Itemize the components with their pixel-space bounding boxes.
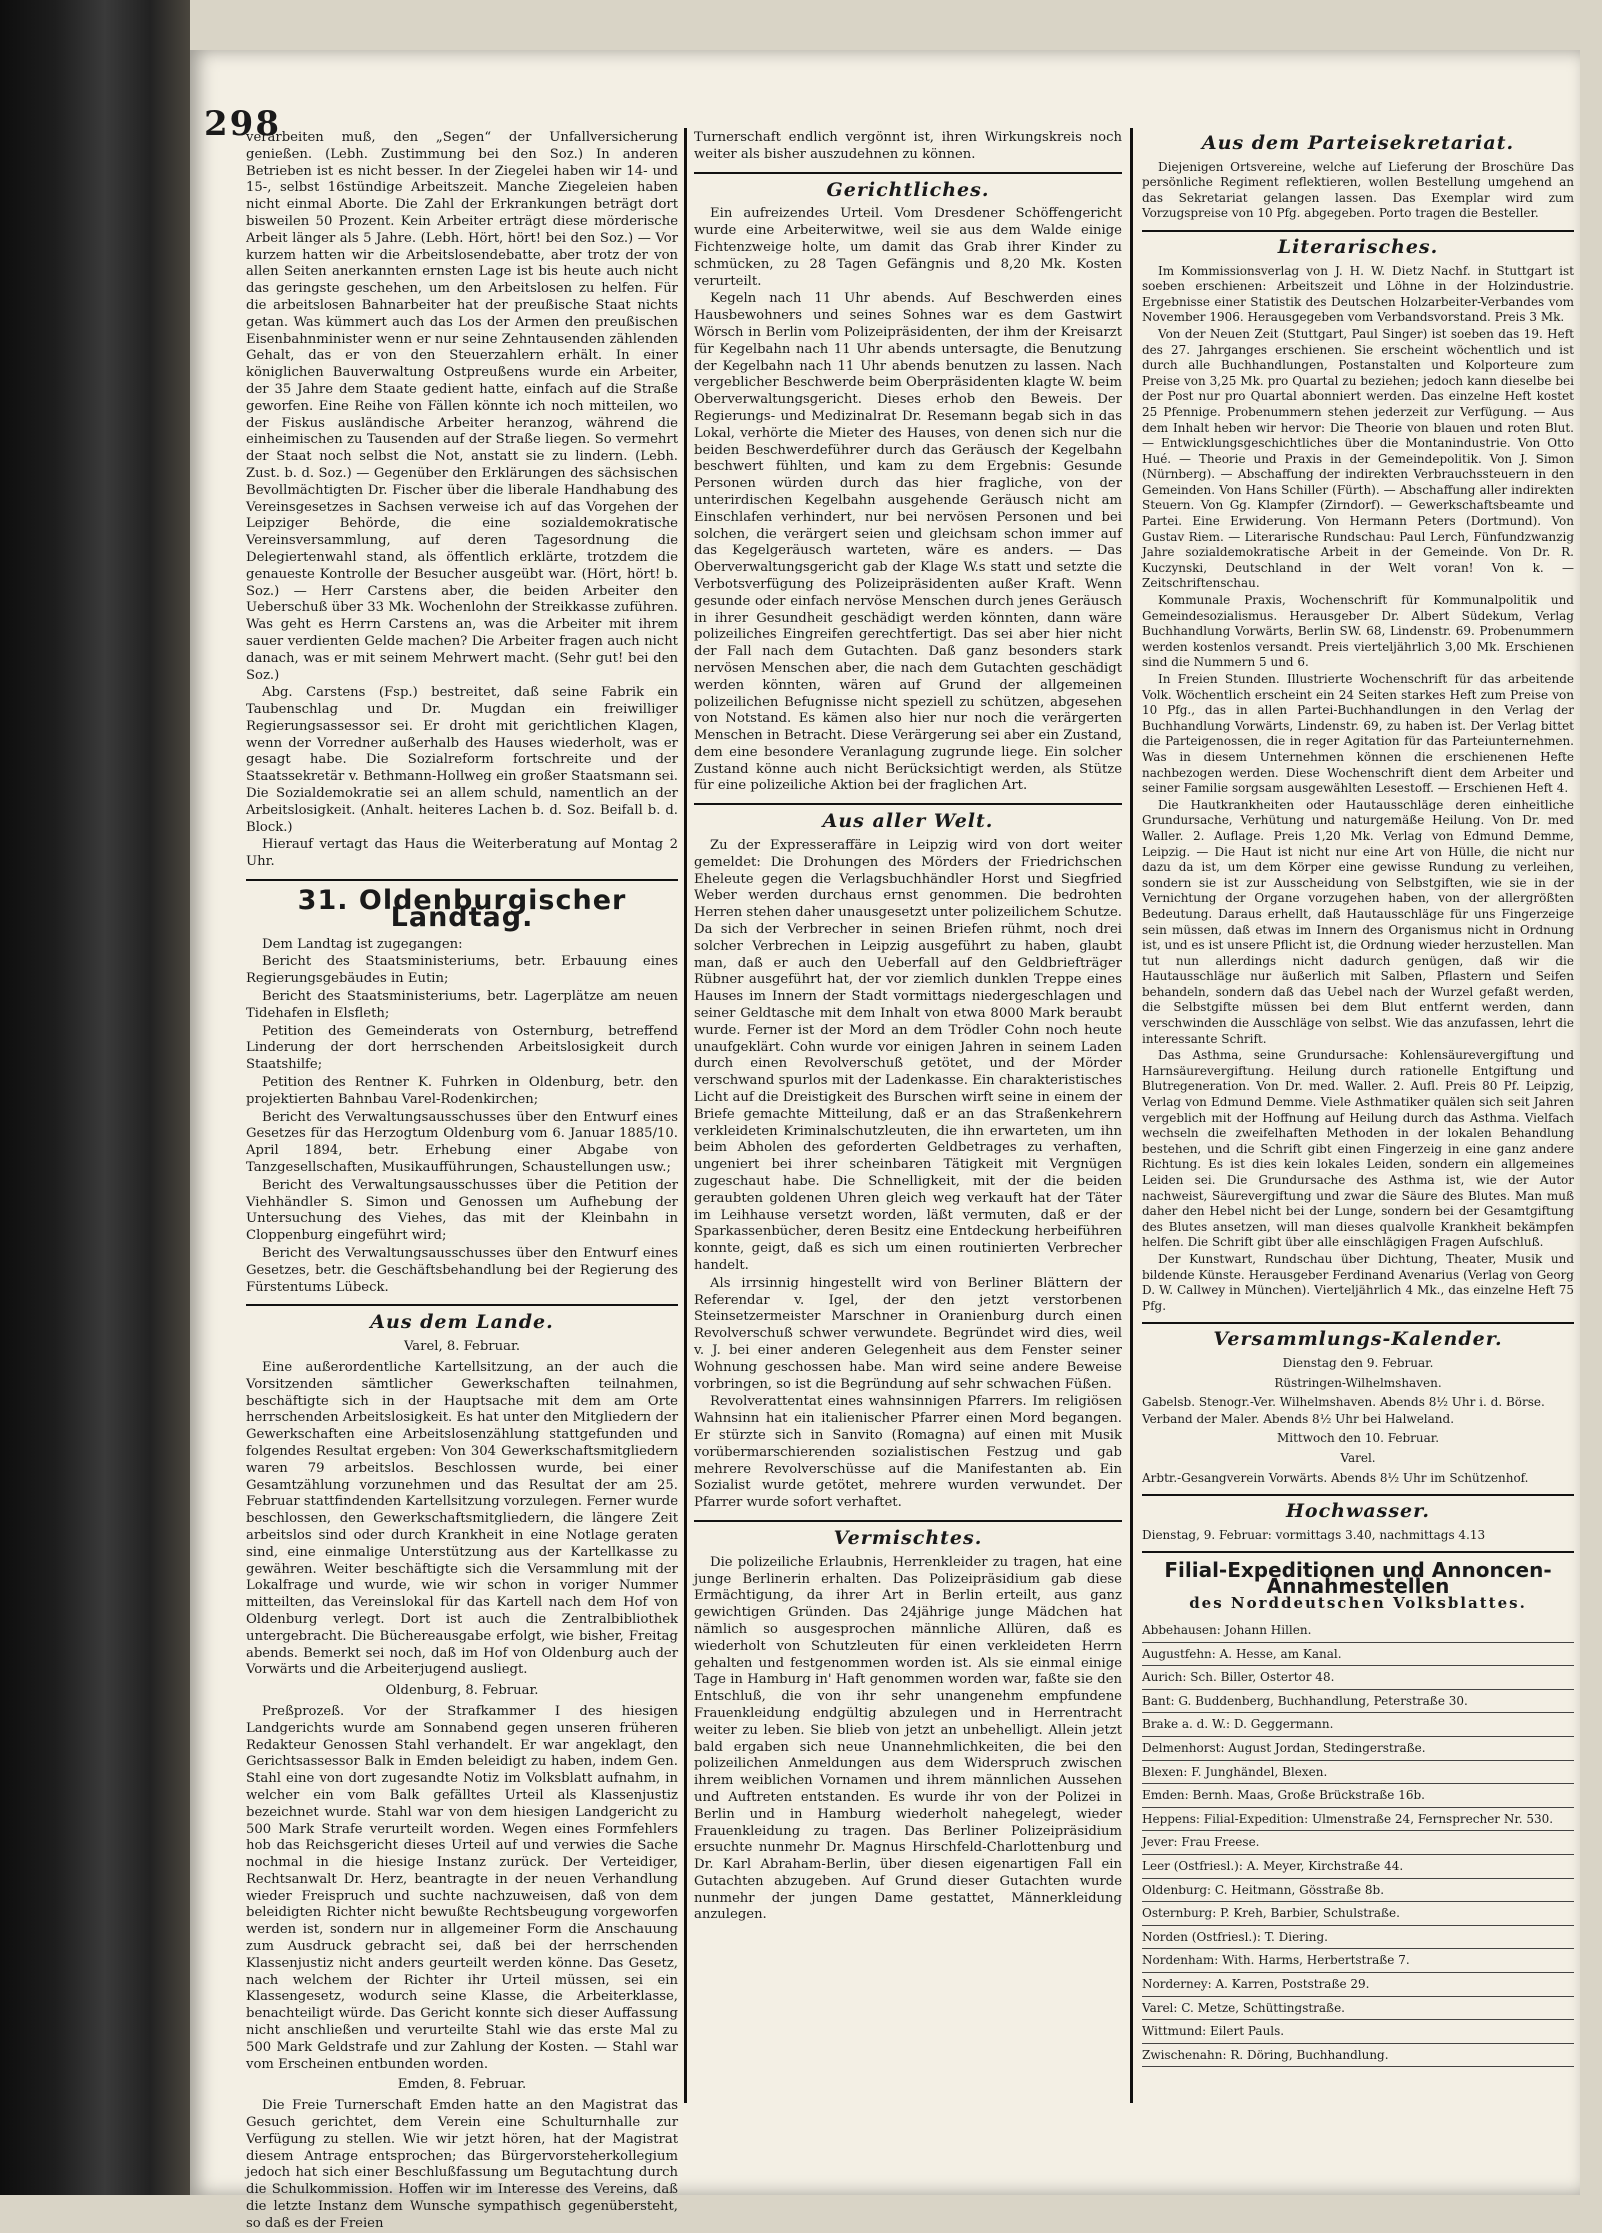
section-title-vermischtes: Vermischtes. bbox=[833, 1526, 983, 1549]
section-title-hochwasser: Hochwasser. bbox=[1285, 1500, 1431, 1523]
calendar-place: Rüstringen-Wilhelmshaven. bbox=[1274, 1375, 1442, 1390]
article-paragraph: Der Kunstwart, Rundschau über Dichtung, Theater, Musik und bildende Künste. Herausgeber Ferdinand Avenarius (Verlag von Georg D. W. Callwey in München). Vierteljährlich 4 Mk., das einzelne Heft 75 Pfg. bbox=[1142, 1251, 1574, 1313]
filial-list-item: Norden (Ostfriesl.): T. Diering. bbox=[1142, 1927, 1574, 1950]
newspaper-page bbox=[190, 50, 1580, 2231]
list-item: Bericht des Staatsministeriums, betr. Lagerplätze am neuen Tidehafen in Elsfleth; bbox=[246, 989, 678, 1021]
article-paragraph: Abg. Carstens (Fsp.) bestreitet, daß seine Fabrik ein Taubenschlag und Dr. Mugdan ein freiwilliger Regierungsassessor sei. Er droht mit gerichtlichen Klagen, wenn der Vorredner außerhalb des Hauses wiederholt, was er gesagt habe. Die Sozialreform fortschreite und der Staatssekretär v. Bethmann-Hollweg ein großer Staatsmann sei. Die Sozialdemokratie sei an allem schuld, namentlich an der Arbeitslosigkeit. (Anhalt. heiteres Lachen b. d. Soz. Beifall b. d. Block.) bbox=[246, 685, 678, 835]
filial-list-item: Heppens: Filial-Expedition: Ulmenstraße 24, Fernsprecher Nr. 530. bbox=[1142, 1809, 1574, 1832]
column-2 bbox=[694, 130, 1122, 2140]
filial-list-item: Norderney: A. Karren, Poststraße 29. bbox=[1142, 1974, 1574, 1997]
list-item: Petition des Gemeinderats von Osternburg, betreffend Linderung der dort herrschenden Arbeitslosigkeit durch Staatshilfe; bbox=[246, 1023, 678, 1073]
dateline: Oldenburg, 8. Februar. bbox=[385, 1683, 539, 1699]
article-paragraph: Das Asthma, seine Grundursache: Kohlensäurevergiftung und Harnsäurevergiftung. Heilung durch rationelle Entgiftung und Blutregeneration. Von Dr. med. Waller. 2. Aufl. Preis 80 Pf. Leipzig, Verlag von Edmund Demme. Viele Asthmatiker quälen sich seit Jahren vergeblich mit der Hoffnung auf Heilung durch das Asthma. Vielfach wechseln die zweifelhaften Methoden in der lokalen Behandlung bestehen, und die Schrift gibt einen Fingerzeig in eine ganz andere Richtung. Es ist dies kein lokales Leiden, sondern ein allgemeines Leiden sei. Die Grundursache des Asthma ist, wie der Autor nachweist, Säurevergiftung und zwar die Säure des Blutes. Man muß daher den Hebel nicht bei der Lunge, sondern bei der Gesamtgiftung des Blutes ansetzen, will man dieses qualvolle Krankheit bekämpfen helfen. Die Schrift gibt über alle einschlägigen Fragen Aufschluß. bbox=[1142, 1048, 1574, 1250]
column-rule bbox=[1130, 128, 1133, 2103]
calendar-entry: Gabelsb. Stenogr.-Ver. Wilhelmshaven. Abends 8½ Uhr i. d. Börse. bbox=[1142, 1395, 1545, 1410]
article-paragraph: Kommunale Praxis, Wochenschrift für Kommunalpolitik und Gemeindesozialismus. Herausgeber Dr. Albert Südekum, Verlag Buchhandlung Vorwärts, Berlin SW. 68, Lindenstr. 69. Probenummern werden kostenlos versandt. Preis vierteljährlich 3,00 Mk. Erschienen sind die Nummern 5 und 6. bbox=[1142, 593, 1574, 670]
filial-list-item: Wittmund: Eilert Pauls. bbox=[1142, 2021, 1574, 2044]
filial-list-item: Varel: C. Metze, Schüttingstraße. bbox=[1142, 1998, 1574, 2021]
article-paragraph: In Freien Stunden. Illustrierte Wochenschrift für das arbeitende Volk. Wöchentlich erscheint ein 24 Seiten starkes Heft zum Preise von 10 Pfg., das in allen Partei-Buchhandlungen in den Verlag der Buchhandlung Vorwärts, Lindenstr. 69, zu haben ist. Der Verlag bittet die Parteigenossen, die in reger Agitation für das Parteiunternehmen. Was in diesem Unternehmen können die erschienenen Hefte nachbezogen werden. Diese Wochenschrift dient dem Arbeiter und seiner Familie sorgsam ausgewählten Lesestoff. — Erschienen Heft 4. bbox=[1142, 672, 1574, 796]
filial-list-item: Blexen: F. Junghändel, Blexen. bbox=[1142, 1762, 1574, 1785]
section-divider bbox=[1142, 1494, 1574, 1496]
filial-list-item: Leer (Ostfriesl.): A. Meyer, Kirchstraße 44. bbox=[1142, 1856, 1574, 1879]
article-paragraph: Eine außerordentliche Kartellsitzung, an der auch die Vorsitzenden sämtlicher Gewerkschaften teilnahmen, beschäftigte sich in der Hauptsache mit dem am Orte herrschenden Arbeitslosigkeit. Es hat unter den Mitgliedern der Gewerkschaften eine Arbeitslosenzählung stattgefunden und folgendes Resultat ergeben: Von 304 Gewerkschaftsmitgliedern waren 79 arbeitslos. Beschlossen wurde, bei einer Gesamtzählung vorzunehmen und das Resultat der am 25. Februar stattfindenden Kartellsitzung vorzulegen. Ferner wurde beschlossen, den Gewerkschaftsmitgliedern, die längere Zeit arbeitslos sind oder durch Krankheit in eine Notlage geraten sind, eine einmalige Unterstützung aus der Kartellkasse zu gewähren. Weiter beschäftigte sich die Versammlung mit der Lokalfrage und wurde, wie wir schon in voriger Nummer mitteilten, das Vereinslokal für das Kartell nach dem Hof von Oldenburg verlegt. Dort ist auch die Zentralbibliothek untergebracht. Die Büchereausgabe erfolgt, wie bisher, Freitag abends. Bemerkt sei noch, daß im Hof von Oldenburg auch der Vorwärts und die Arbeiterjugend ausliegt. bbox=[246, 1359, 678, 1678]
filial-list-item: Jever: Frau Freese. bbox=[1142, 1832, 1574, 1855]
article-paragraph: Ein aufreizendes Urteil. Vom Dresdener Schöffengericht wurde eine Arbeiterwitwe, weil sie aus dem Walde einige Fichtenzweige holte, um damit das Grab ihrer Kinder zu schmücken, zu 28 Tagen Gefängnis und 8,20 Mk. Kosten verurteilt. bbox=[694, 206, 1122, 289]
filial-list-item: Osternburg: P. Kreh, Barbier, Schulstraße. bbox=[1142, 1903, 1574, 1926]
article-paragraph: Als irrsinnig hingestellt wird von Berliner Blättern der Referendar v. Igel, der den jetzt verstorbenen Steinsetzermeister Marschner in Oranienburg durch einen Revolverschuß schwer verwundete. Begründet wird dies, weil v. J. bei einer anderen Gelegenheit aus dem Fenster seiner Wohnung geschossen habe. Man wird seine andere Beweise vorbringen, so ist die Begründung auf sehr schwachen Füßen. bbox=[694, 1275, 1122, 1392]
list-item: Dem Landtag ist zugegangen: bbox=[262, 936, 463, 952]
section-divider bbox=[246, 879, 678, 881]
section-divider bbox=[1142, 1551, 1574, 1553]
section-divider bbox=[694, 172, 1122, 174]
section-title-gericht: Gerichtliches. bbox=[826, 178, 990, 201]
column-1 bbox=[246, 130, 678, 2231]
dateline: Emden, 8. Februar. bbox=[397, 2077, 527, 2093]
calendar-entry: Arbtr.-Gesangverein Vorwärts. Abends 8½ Uhr im Schützenhof. bbox=[1142, 1470, 1529, 1485]
section-divider bbox=[1142, 1322, 1574, 1324]
article-paragraph: Die Hautkrankheiten oder Hautausschläge deren einheitliche Grundursache, Verhütung und naturgemäße Heilung. Von Dr. med Waller. 2. Auflage. Preis 1,20 Mk. Verlag von Edmund Demme, Leipzig. — Die Haut ist nicht nur eine Art von Hülle, die nicht nur dazu da ist, um dem Körper eine gewisse Rundung zu verleihen, sondern sie ist zur Ausscheidung von Selbstgiften, wie sie in der Vernichtung der Organe vorzugehen haben, von der allergrößten Bedeutung. Daraus erhellt, daß Hautausschläge für uns Fingerzeige sein müssen, daß etwas im Innern des Organismus nicht in Ordnung ist, und es ist unsere Pflicht ist, die Ordnung wieder herzustellen. Man tut nun allerdings nicht dadurch genügen, daß wir die Hautausschläge nur äußerlich mit Salben, Pflastern und Seifen behandeln, sondern daß das Uebel nach der Wurzel gefaßt werden, die Selbstgifte müssen bei dem Blut entfernt werden, dann verschwinden die Ausschläge von selbst. Wie das anzufassen, lehrt die interessante Schrift. bbox=[1142, 797, 1574, 1046]
list-item: Bericht des Staatsministeriums, betr. Erbauung eines Regierungsgebäudes in Eutin; bbox=[246, 954, 678, 987]
article-continuation: Turnerschaft endlich vergönnt ist, ihren Wirkungskreis noch weiter als bisher auszudehnen zu können. bbox=[694, 130, 1122, 162]
filial-list-item: Brake a. d. W.: D. Geggermann. bbox=[1142, 1714, 1574, 1737]
article-paragraph: Die Freie Turnerschaft Emden hatte an den Magistrat das Gesuch gerichtet, dem Verein eine Schulturnhalle zur Verfügung zu stellen. Wie wir jetzt hören, hat der Magistrat diesem Antrage entsprochen; das Bürgervorsteherkollegium jedoch hat sich einer Beschlußfassung um Begutachtung durch die Schulkommission. Hoffen wir im Interesse des Vereins, daß die letzte Instanz dem Wunsche sympathisch gegenübersteht, so daß es der Freien bbox=[246, 2098, 678, 2231]
calendar-entry: Verband der Maler. Abends 8½ Uhr bei Halweland. bbox=[1142, 1411, 1455, 1426]
section-divider bbox=[1142, 230, 1574, 232]
filial-subtitle: des Norddeutschen Volksblattes. bbox=[1189, 1594, 1527, 1613]
filial-title: Filial-Expeditionen und Annoncen-Annahmestellen bbox=[1164, 1558, 1552, 1598]
article-paragraph: Preßprozeß. Vor der Strafkammer I des hiesigen Landgerichts wurde am Sonnabend gegen unseren früheren Redakteur Genossen Stahl verhandelt. Er war angeklagt, den Gerichtsassessor Balk in Emden beleidigt zu haben, indem Gen. Stahl eine von dort zugesandte Notiz im Volksblatt aufnahm, in welcher ein vom Balk gefälltes Urteil als Klassenjustiz bezeichnet wurde. Stahl war von dem hiesigen Landgericht zu 500 Mark Strafe verurteilt worden. Wegen eines Formfehlers hob das Reichsgericht dieses Urteil auf und verwies die Sache nochmal in die hiesige Instanz zurück. Der Verteidiger, Rechtsanwalt Dr. Herz, beantragte in der neuen Verhandlung wieder Freispruch und suchte nachzuweisen, daß von dem beleidigten Richter nicht bewußte Rechtsbeugung vorgeworfen werden ist, sondern nur in allgemeiner Form die Anschauung zum Ausdruck gebracht sei, daß bei der herrschenden Klassenjustiz nicht anders geurteilt werden könne. Das Gesetz, nach welchem der Richter ihr Urteil müssen, sei ein Klassengesetz, wodurch seine Klasse, die Arbeiterklasse, benachteiligt würde. Das Gericht konnte sich dieser Auffassung nicht anschließen und verurteilte Stahl wie das erste Mal zu 500 Mark Geldstrafe und zur Zahlung der Kosten. — Stahl war vom Erscheinen entbunden worden. bbox=[246, 1703, 678, 2072]
filial-list-item: Emden: Bernh. Maas, Große Brückstraße 16b. bbox=[1142, 1785, 1574, 1808]
filial-list-item: Augustfehn: A. Hesse, am Kanal. bbox=[1142, 1644, 1574, 1667]
section-title-welt: Aus aller Welt. bbox=[822, 810, 994, 833]
section-title-parteisekretariat: Aus dem Parteisekretariat. bbox=[1201, 132, 1515, 154]
filial-list-item: Aurich: Sch. Biller, Ostertor 48. bbox=[1142, 1667, 1574, 1690]
filial-list-item: Bant: G. Buddenberg, Buchhandlung, Peterstraße 30. bbox=[1142, 1691, 1574, 1714]
filial-list-item: Nordenham: With. Harms, Herbertstraße 7. bbox=[1142, 1950, 1574, 1973]
section-title-literarisches: Literarisches. bbox=[1277, 235, 1439, 258]
book-binding-edge bbox=[0, 0, 190, 2195]
list-item: Bericht des Verwaltungsausschusses über den Entwurf eines Gesetzes für das Herzogtum Oldenburg vom 6. Januar 1885/10. April 1894, betr. Erhebung einer Abgabe von Tanzgesellschaften, Musikaufführungen, Schaustellungen usw.; bbox=[246, 1109, 678, 1176]
calendar-date: Mittwoch den 10. Februar. bbox=[1276, 1431, 1440, 1446]
article-continuation: verarbeiten muß, den „Segen“ der Unfallversicherung genießen. (Lebh. Zustimmung bei den Soz.) In anderen Betrieben ist es nicht besser. In der Ziegelei haben wir 14- und 15-, selbst 16stündige Arbeitszeit. Manche Ziegeleien haben nicht einmal Aborte. Die Zahl der Erkrankungen beträgt dort bisweilen 50 Prozent. Kein Arbeiter erträgt diese mörderische Arbeit länger als 5 Jahre. (Lebh. Hört, hört! bei den Soz.) — Vor kurzem hatten wir die Arbeitslosendebatte, aber trotz der von allen Seiten anerkannten ernsten Lage ist bis heute auch nicht das geringste geschehen, um den Arbeitslosen zu helfen. Für die arbeitslosen Bahnarbeiter hat der preußische Staat nichts getan. Was kümmert auch das Los der Armen den preußischen Eisenbahnminister wenn er nur seine Zehntausenden zählenden Gehalt, das er von den Steuerzahlern erhält. In einer königlichen Bauverwaltung Ostpreußens wurde ein Arbeiter, der 35 Jahre dem Staate gedient hatte, einfach auf die Straße geworfen. Eine Reihe von Fällen könnte ich noch mitteilen, wo der Fiskus ausländische Arbeiter heranzog, während die einheimischen zu Tausenden auf der Straße liegen. So vermehrt der Staat noch selbst die Not, anstatt sie zu lindern. (Lebh. Zust. b. d. Soz.) — Gegenüber den Erklärungen des sächsischen Bevollmächtigten Dr. Fischer über die liberale Handhabung des Vereinsgesetzes in Sachsen verweise ich auf das Vorgehen der Leipziger Behörde, die eine sozialdemokratische Vereinsversammlung, auf deren Tagesordnung die Delegiertenwahl stand, als öffentlich erklärte, trotzdem die genaueste Kontrolle der Besucher ausgeübt war. (Hört, hört! b. Soz.) — Herr Carstens aber, die beiden Arbeiter den Ueberschuß über 33 Mk. Wochenlohn der Streikkasse zuführen. Was geht es Herrn Carstens an, was die Arbeiter mit ihrem sauer verdienten Gelde machen? Die Arbeiter fragen auch nicht danach, was er mit seinem Mehrwert macht. (Sehr gut! bei den Soz.) bbox=[246, 130, 678, 683]
article-paragraph: Zu der Expresseraffäre in Leipzig wird von dort weiter gemeldet: Die Drohungen des Mörders der Friedrichschen Eheleute gegen die Verlagsbuchhändler Horst und Siegfried Weber werden durchaus ernst genommen. Die bedrohten Herren stehen daher unausgesetzt unter polizeilichem Schutze. Da sich der Verbrecher in seinen Briefen rühmt, noch drei solcher Verbrechen in Leipzig ausgeführt zu haben, glaubt man, daß er auch den Ueberfall auf den Geldbriefträger Rübner ausgeführt hat, der vor ziemlich dunklen Treppe eines Hauses im Innern der Stadt vormittags niedergeschlagen und seiner Geldtasche mit dem Inhalt von etwa 8000 Mark beraubt wurde. Ferner ist der Mord an dem Trödler Cohn noch heute unaufgeklärt. Cohn wurde vor einigen Jahren in seinem Laden durch einen Revolverschuß getötet, und der Mörder verschwand spurlos mit der Ladenkasse. Ein charakteristisches Licht auf die Dreistigkeit des Burschen wirft seine in einem der Briefe gemachte Mitteilung, daß er an das Straßenkehrern verkleideten Kriminalschutzleuten, die ihn erwarteten, um ihn beim Abholen des geforderten Geldbetrages zu verhaften, ungeniert bei ihrer scheinbaren Tätigkeit mit Vergnügen zugeschaut habe. Die Schnelligkeit, mit der die beiden geraubten goldenen Uhren gleich weg verkauft hat der Täter im Leihhause versetzt worden, läßt vermuten, daß er der Sparkassenbücher, deren Besitz eine Entdeckung herbeiführen konnte, geigt, daß es sich um einen routinierten Verbrecher handelt. bbox=[694, 838, 1122, 1273]
article-paragraph: Im Kommissionsverlag von J. H. W. Dietz Nachf. in Stuttgart ist soeben erschienen: Arbeitszeit und Löhne in der Holzindustrie. Ergebnisse einer Statistik des Deutschen Holzarbeiter-Verbandes vom November 1906. Herausgegeben vom Verbandsvorstand. Preis 3 Mk. bbox=[1142, 263, 1574, 325]
column-rule bbox=[684, 128, 687, 2103]
filial-list-item: Oldenburg: C. Heitmann, Gösstraße 8b. bbox=[1142, 1880, 1574, 1903]
column-3 bbox=[1142, 130, 1574, 2140]
section-divider bbox=[694, 1520, 1122, 1522]
article-paragraph: Kegeln nach 11 Uhr abends. Auf Beschwerden eines Hausbewohners und seines Sohnes war es dem Gastwirt Wörsch in Berlin vom Polizeipräsidenten, der ihm der Kreisarzt für Kegelbahn nach 11 Uhr abends untersagte, die Benutzung der Kegelbahn nach 11 Uhr abends benutzen zu lassen. Nach vergeblicher Beschwerde beim Oberpräsidenten klagte W. beim Oberverwaltungsgericht. Dieses erhob den Beweis. Der Regierungs- und Medizinalrat Dr. Resemann begab sich in das Lokal, verhörte die Mieter des Hauses, von denen sich nur die beiden Beschwerdeführer durch das Geräusch der Kegelbahn beschwert fühlten, und kam zu dem Ergebnis: Gesunde Personen würden durch das hier fragliche, von der unterirdischen Kegelbahn ausgehende Geräusch nicht am Einschlafen verhindert, nur bei nervösen Personen und bei solchen, die verärgert seien und gleichsam schon immer auf das Kegelgeräusch warteten, wäre es anders. — Das Oberverwaltungsgericht gab der Klage W.s statt und setzte die Verbotsverfügung des Polizeipräsidenten außer Kraft. Wenn gesunde oder einfach nervöse Menschen durch jenes Geräusch in ihrer Gesundheit geschädigt werden könnten, dann wäre polizeiliches Eingreifen gerechtfertigt. Das sei aber hier nicht der Fall nach dem Gutachten. Daß ganz besonders stark nervösen Menschen aber, die nach dem Gutachten geschädigt werden könnten, wären auf Grund der allgemeinen polizeilichen Befugnisse nicht speziell zu schützen, abgesehen von Notstand. Es kämen also hier nur noch die verärgerten Menschen in Betracht. Diese Verärgerung sei aber ein Zustand, dem eine besondere Veranlagung zugrunde liege. Ein solcher Zustand könne auch nicht Berücksichtigt werden, als Stütze für eine polizeiliche Aktion bei der fraglichen Art. bbox=[694, 291, 1122, 794]
section-title-landtag: 31. Oldenburgischer Landtag. bbox=[297, 885, 627, 933]
article-paragraph: Hierauf vertagt das Haus die Weiterberatung auf Montag 2 Uhr. bbox=[246, 837, 678, 870]
article-paragraph: Revolverattentat eines wahnsinnigen Pfarrers. Im religiösen Wahnsinn hat ein italienischer Pfarrer einen Mord begangen. Er stürzte sich in Sanvito (Romagna) auf einen mit Musik vorübermarschierenden sozialistischen Festzug und gab mehrere Revolverschüsse auf die Manifestanten ab. Ein Sozialist wurde getötet, mehrere wurden verwundet. Der Pfarrer wurde sofort verhaftet. bbox=[694, 1394, 1122, 1511]
calendar-date: Dienstag den 9. Februar. bbox=[1282, 1355, 1434, 1370]
list-item: Petition des Rentner K. Fuhrken in Oldenburg, betr. den projektierten Bahnbau Varel-Rodenkirchen; bbox=[246, 1075, 678, 1107]
list-item: Bericht des Verwaltungsausschusses über die Petition der Viehhändler S. Simon und Genossen um Aufhebung der Untersuchung des Viehes, das mit der Kleinbahn in Cloppenburg eingeführt wird; bbox=[246, 1177, 678, 1244]
dateline: Varel, 8. Februar. bbox=[403, 1339, 521, 1355]
section-divider bbox=[694, 803, 1122, 805]
list-item: Bericht des Verwaltungsausschusses über den Entwurf eines Gesetzes, betr. die Geschäftsbehandlung bei der Regierung des Fürstentums Lübeck. bbox=[246, 1246, 678, 1295]
filial-list-item: Abbehausen: Johann Hillen. bbox=[1142, 1620, 1574, 1643]
filial-list-item: Delmenhorst: August Jordan, Stedingerstraße. bbox=[1142, 1738, 1574, 1761]
filial-list bbox=[1142, 1620, 1574, 2067]
article-paragraph: Die polizeiliche Erlaubnis, Herrenkleider zu tragen, hat eine junge Berlinerin erhalten. Das Polizeipräsidium gab diese Ermächtigung, da ihrer Art in Berlin erteilt, aus ganz gewichtigen Gründen. Das 24jährige junge Mädchen hat nämlich so ausgesprochen männliche Allüren, daß es wiederholt von Schutzleuten für einen verkleideten Herrn gehalten und festgenommen worden ist. Als sie einmal einige Tage in Hamburg in' Haft genommen worden war, faßte sie den Entschluß, die von ihr sehr unangenehm empfundene Frauenkleidung endgültig abzulegen und in Herrentracht weiter zu leben. Sie blieb von jetzt an unbehelligt. Allein jetzt bald ergaben sich neue Unannehmlichkeiten, die bei den polizeilichen Anmeldungen aus dem Widerspruch zwischen ihrem weiblichen Vornamen und ihrem männlichen Aussehen und Auftreten entstanden. Es wurde ihr von der Polizei in Berlin und in Hamburg wiederholt nahegelegt, wieder Frauenkleidung zu tragen. Das Berliner Polizeipräsidium ersuchte nunmehr Dr. Magnus Hirschfeld-Charlottenburg und Dr. Karl Abraham-Berlin, über diesen eigenartigen Fall ein Gutachten abzugeben. Auf Grund dieser Gutachten wurde nunmehr der jungen Dame gestattet, Männerkleidung anzulegen. bbox=[694, 1554, 1122, 1923]
article-paragraph: Diejenigen Ortsvereine, welche auf Lieferung der Broschüre Das persönliche Regiment reflektieren, wollen Bestellung umgehend an das Sekretariat gelangen lassen. Das Exemplar wird zum Vorzugspreise von 10 Pfg. abgegeben. Porto tragen die Besteller. bbox=[1142, 159, 1574, 221]
calendar-place: Varel. bbox=[1340, 1450, 1376, 1465]
section-title-lande: Aus dem Lande. bbox=[370, 1311, 554, 1334]
article-paragraph: Von der Neuen Zeit (Stuttgart, Paul Singer) ist soeben das 19. Heft des 27. Jahrganges erschienen. Sie erscheint wöchentlich und ist durch alle Buchhandlungen, Postanstalten und Kolporteure zum Preise von 3,25 Mk. pro Quartal zu beziehen; jedoch kann dieselbe bei der Post nur pro Quartal abonniert werden. Das einzelne Heft kostet 25 Pfennige. Probenummern stehen jederzeit zur Verfügung. — Aus dem Inhalt heben wir hervor: Die Theorie von blauen und roten Blut. — Entwicklungsgeschichtliches über die Montanindustrie. Von Otto Hué. — Theorie und Praxis in der Gemeindepolitik. Von J. Simon (Nürnberg). — Abschaffung der indirekten Verbrauchssteuern in den Gemeinden. Von Hans Schiller (Fürth). — Abschaffung aller indirekten Steuern. Von Gg. Klampfer (Zirndorf). — Gewerkschaftsbeamte und Partei. Eine Erwiderung. Von Hermann Peters (Dortmund). Von Gustav Riem. — Literarische Rundschau: Paul Lerch, Fünfundzwanzig Jahre sozialdemokratische Arbeit in der Gemeinde. Von Dr. R. Kuczynski, Deutschland in der Welt voran! Von k. — Zeitschriftenschau. bbox=[1142, 326, 1574, 591]
section-divider bbox=[246, 1304, 678, 1306]
section-title-versammlungs-kalender: Versammlungs-Kalender. bbox=[1213, 1328, 1503, 1351]
page-number: 298 bbox=[204, 104, 281, 144]
tide-times: Dienstag, 9. Februar: vormittags 3.40, nachmittags 4.13 bbox=[1142, 1527, 1486, 1542]
filial-list-item: Zwischenahn: R. Döring, Buchhandlung. bbox=[1142, 2045, 1574, 2068]
